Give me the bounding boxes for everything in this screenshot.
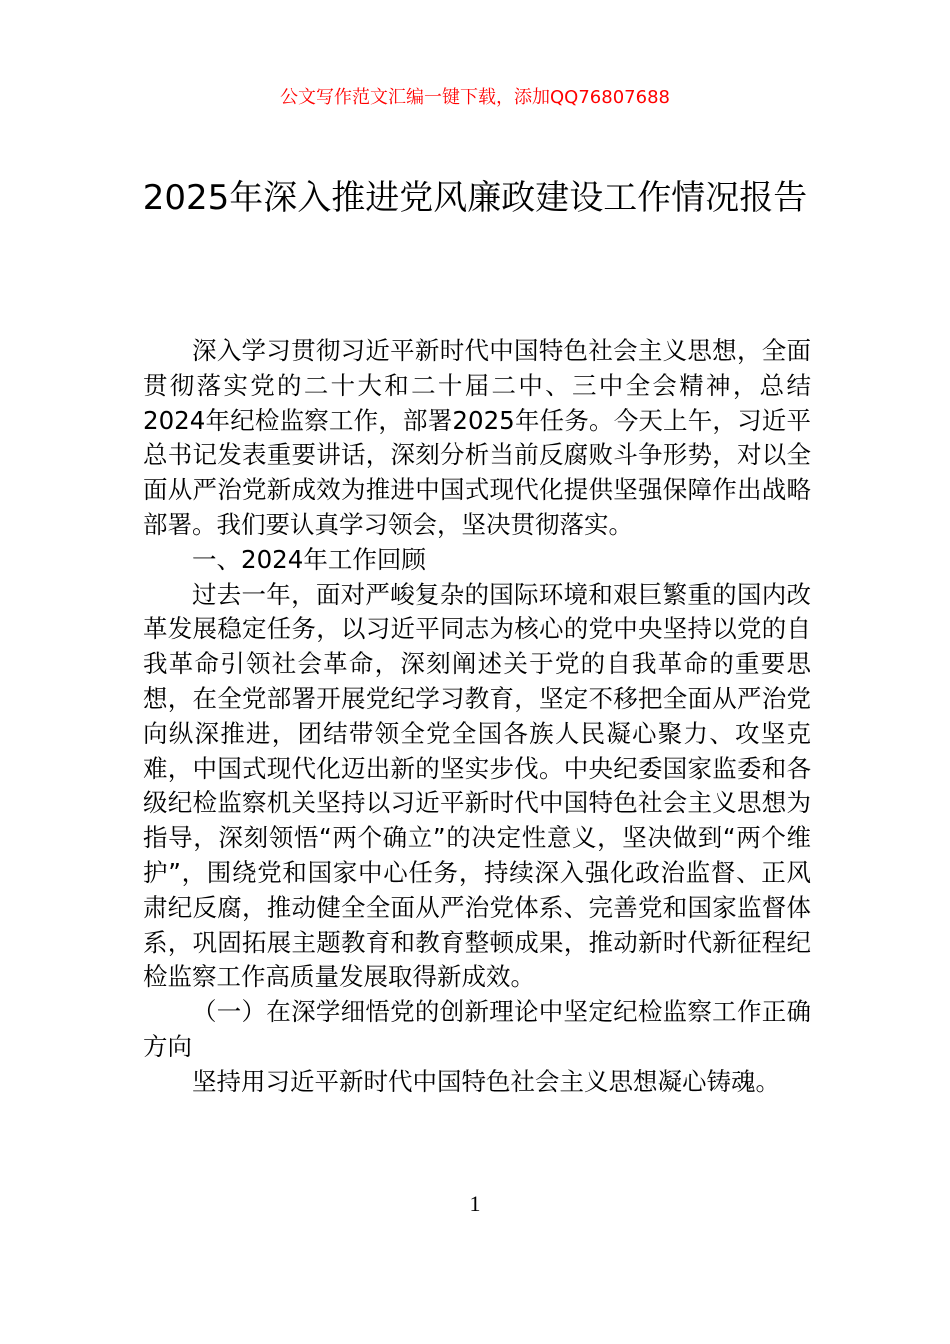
page-number: 1 bbox=[469, 1191, 481, 1216]
document-body bbox=[143, 334, 811, 1100]
paragraph-review: 过去一年，面对严峻复杂的国际环境和艰巨繁重的国内改革发展稳定任务，以习近平同志为核心的党中央坚持以党的自我革命引领社会革命，深刻阐述关于党的自我革命的重要思想，在全党部署开展党纪学习教育，坚定不移把全面从严治党向纵深推进，团结带领全党全国各族人民凝心聚力、攻坚克难，中国式现代化迈出新的坚实步伐。中央纪委国家监委和各级纪检监察机关坚持以习近平新时代中国特色社会主义思想为指导，深刻领悟“两个确立”的决定性意义，坚决做到“两个维护”，围绕党和国家中心任务，持续深入强化政治监督、正风肃纪反腐，推动健全全面从严治党体系、完善党和国家监督体系，巩固拓展主题教育和教育整顿成果，推动新时代新征程纪检监察工作高质量发展取得新成效。 bbox=[143, 579, 811, 992]
subsection-heading-1: （一）在深学细悟党的创新理论中坚定纪检监察工作正确方向 bbox=[143, 997, 811, 1061]
promo-banner: 公文写作范文汇编一键下载，添加QQ76807688 bbox=[280, 87, 670, 108]
document-title: 2025年深入推进党风廉政建设工作情况报告 bbox=[142, 178, 808, 218]
paragraph-subsection-1: 坚持用习近平新时代中国特色社会主义思想凝心铸魂。 bbox=[192, 1066, 780, 1096]
section-heading-review: 一、2024年工作回顾 bbox=[192, 544, 426, 574]
paragraph-intro: 深入学习贯彻习近平新时代中国特色社会主义思想，全面贯彻落实党的二十大和二十届二中、三中全会精神，总结2024年纪检监察工作，部署2025年任务。今天上午，习近平总书记发表重要讲话，深刻分析当前反腐败斗争形势，对以全面从严治党新成效为推进中国式现代化提供坚强保障作出战略部署。我们要认真学习领会，坚决贯彻落实。 bbox=[143, 336, 811, 539]
